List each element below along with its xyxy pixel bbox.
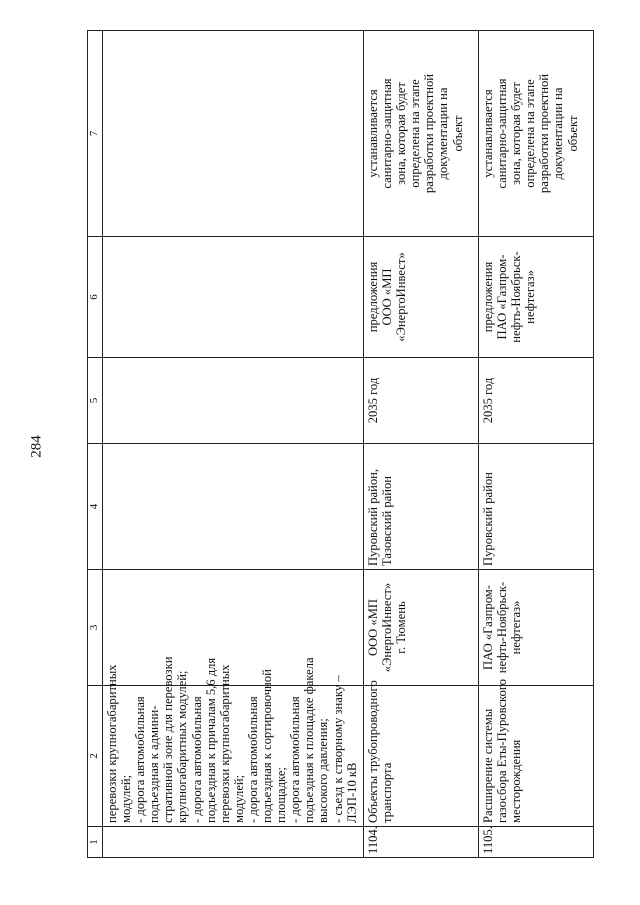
cell-text-line: г. Тюмень xyxy=(394,601,409,654)
cell-text-line: газосбора Еты-Пуровского xyxy=(495,679,510,823)
basis-cell xyxy=(103,237,364,358)
district-cell xyxy=(364,444,479,570)
cell-text-line: крупногабаритных модулей; xyxy=(175,670,190,823)
column-number-3: 3 xyxy=(88,570,103,686)
table-row xyxy=(364,31,479,858)
cell-text-line: Пуровский район xyxy=(481,472,495,566)
district-cell xyxy=(103,444,364,570)
row-number-cell xyxy=(103,827,364,858)
year-cell: 2035 год xyxy=(364,358,479,444)
cell-text-line: разработки проектной xyxy=(537,73,552,194)
cell-text-line: стративной зоне для перевозки xyxy=(161,656,176,823)
cell-text-line: - дорога автомобильная xyxy=(133,696,148,823)
table-header xyxy=(88,31,103,858)
cell-text-line: предложения xyxy=(366,261,380,333)
cell-text-line: - дорога автомобильная xyxy=(189,696,204,823)
cell-text-line: подъездная к админи- xyxy=(147,705,162,823)
cell-text-line: высокого давления; xyxy=(316,718,331,823)
owner-cell xyxy=(479,570,594,686)
cell-text-line: ПАО «Газпром- xyxy=(495,254,510,340)
cell-text-line: подъездная к сортировочной xyxy=(260,669,275,823)
cell-text-line: устанавливается xyxy=(366,89,380,178)
object-name-cell xyxy=(103,656,364,827)
table-row xyxy=(479,31,594,858)
table-body xyxy=(103,31,594,858)
cell-text-line: зона, которая будет xyxy=(394,82,409,185)
cell-text-line: нефть-Ноябрьск- xyxy=(509,251,524,343)
row-number-cell: 1105. xyxy=(479,827,594,858)
year-cell xyxy=(103,358,364,444)
cell-text-line: ЛЭП-10 кВ xyxy=(344,762,359,823)
cell-text-line: ООО «МП xyxy=(366,598,380,657)
cell-text-line: нефть-Ноябрьск- xyxy=(495,581,510,674)
cell-text-line: объект xyxy=(565,115,580,152)
owner-cell xyxy=(103,570,364,686)
cell-text-line: устанавливается xyxy=(481,89,495,178)
column-number-5: 5 xyxy=(88,358,103,444)
cell-text-line: модулей; xyxy=(231,774,246,823)
cell-text-line: Пуровский район, xyxy=(366,468,380,566)
cell-text-line: «ЭнергоИнвест» xyxy=(394,252,409,342)
basis-cell xyxy=(364,237,479,358)
cell-text-line: санитарно-защитная xyxy=(380,78,395,189)
district-cell xyxy=(479,444,594,570)
cell-text-line: - дорога автомобильная xyxy=(245,696,260,823)
zone-cell xyxy=(364,31,479,237)
row-number-cell: 1104. xyxy=(364,827,479,858)
column-number-row xyxy=(88,31,103,858)
cell-text-line: подъездная к причалам 5,6 для xyxy=(203,657,218,823)
cell-text-line: месторождения xyxy=(509,739,524,823)
zone-cell xyxy=(103,31,364,237)
table-row xyxy=(103,31,364,858)
cell-text-line: зона, которая будет xyxy=(509,82,524,185)
cell-text-line: нефтегаз» xyxy=(523,270,538,324)
column-number-4: 4 xyxy=(88,444,103,570)
owner-cell xyxy=(364,570,479,686)
cell-text-line: определена на этапе xyxy=(523,79,538,188)
cell-text-line: предложения xyxy=(481,261,495,333)
cell-text-line: документации на xyxy=(551,87,566,180)
objects-table xyxy=(87,30,594,858)
cell-text-line: - съезд к створному знаку – xyxy=(330,675,345,823)
rotated-table-wrapper xyxy=(87,38,582,858)
object-name-cell xyxy=(364,680,479,827)
cell-text-line: разработки проектной xyxy=(422,73,437,194)
cell-text-line: - дорога автомобильная xyxy=(288,696,303,823)
column-number-6: 6 xyxy=(88,237,103,358)
cell-text-line: Объекты трубопроводного xyxy=(366,680,380,823)
object-name-cell xyxy=(479,679,594,827)
cell-text-line: документации на xyxy=(436,87,451,180)
cell-text-line: Тазовский район xyxy=(380,475,395,566)
cell-text-line: определена на этапе xyxy=(408,79,423,188)
cell-text-line: перевозки крупногабаритных xyxy=(217,664,232,823)
cell-text-line: подъездная к площадке факела xyxy=(302,657,317,823)
cell-text-line: объект xyxy=(450,115,465,152)
cell-text-line: «ЭнергоИнвест» xyxy=(380,582,395,673)
column-number-1: 1 xyxy=(88,827,103,858)
cell-text-line: транспорта xyxy=(380,762,395,823)
column-number-7: 7 xyxy=(88,31,103,237)
cell-text-line: модулей; xyxy=(119,774,134,823)
cell-text-line: санитарно-защитная xyxy=(495,78,510,189)
cell-text-line: площадке; xyxy=(274,767,289,823)
cell-text-line: Расширение системы xyxy=(481,708,495,823)
column-number-2: 2 xyxy=(88,686,103,827)
zone-cell xyxy=(479,31,594,237)
basis-cell xyxy=(479,237,594,358)
cell-text-line: ПАО «Газпром- xyxy=(481,585,495,670)
cell-text-line: нефтегаз» xyxy=(509,600,524,655)
year-cell: 2035 год xyxy=(479,358,594,444)
page-number: 284 xyxy=(28,435,45,458)
cell-text-line: ООО «МП xyxy=(380,268,395,326)
cell-text-line: перевозки крупногабаритных xyxy=(105,664,119,823)
